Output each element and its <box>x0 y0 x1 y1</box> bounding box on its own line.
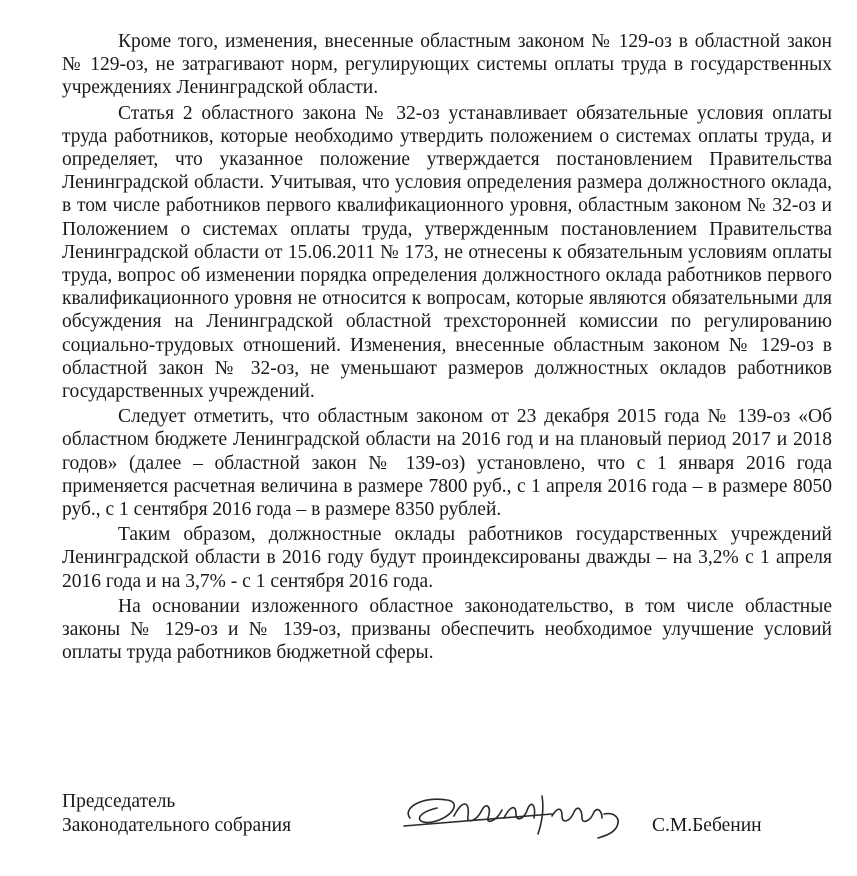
signatory-name: С.М.Бебенин <box>652 815 762 836</box>
paragraph-1: Кроме того, изменения, внесенные областным законом № 129-оз в областной закон № 129-оз, не затрагивают норм, регулирующих системы оплаты труда в государственных учреждениях Ленинградской области. <box>62 31 832 99</box>
signatory-title-line-1: Председатель <box>62 791 176 812</box>
paragraph-3: Следует отметить, что областным законом от 23 декабря 2015 года № 139-оз «Об областном бюджете Ленинградской области на 2016 год и на плановый период 2017 и 2018 годов» (далее – областной закон № 139-оз) установлено, что с 1 января 2016 года применяется расчетная величина в размере 7800 руб., с 1 апреля 2016 года – в размере 8050 руб., с 1 сентября 2016 года – в размере 8350 рублей. <box>62 406 832 521</box>
paragraph-4: Таким образом, должностные оклады работников государственных учреждений Ленинградской области в 2016 году будут проиндексированы дважды – на 3,2% с 1 апреля 2016 года и на 3,7% - с 1 сентября 2016 года. <box>62 524 832 592</box>
paragraph-5: На основании изложенного областное законодательство, в том числе областные законы № 129-оз и № 139-оз, призваны обеспечить необходимое улучшение условий оплаты труда работников бюджетной сферы. <box>62 595 832 664</box>
handwritten-signature <box>392 778 642 848</box>
signatory-title <box>62 790 362 837</box>
signatory-title-line-2: Законодательного собрания <box>62 814 292 836</box>
document-body <box>62 30 832 666</box>
paragraph-2: Статья 2 областного закона № 32-оз устанавливает обязательные условия оплаты труда работников, которые необходимо утвердить положением о системах оплаты труда, и определяет, что указанное положение утверждается постановлением Правительства Ленинградской области. Учитывая, что условия определения размера должностного оклада, в том числе работников первого квалификационного уровня, областным законом № 32-оз и Положением о системах оплаты труда, утвержденным постановлением Правительства Ленинградской области от 15.06.2011 № 173, не отнесены к обязательным условиям оплаты труда, вопрос об изменении порядка определения должностного оклада работников первого квалификационного уровня не относится к вопросам, которые являются обязательными для обсуждения на Ленинградской областной трехсторонней комиссии по регулированию социально-трудовых отношений. Изменения, внесенные областным законом № 129-оз в областной закон № 32-оз, не уменьшают размеров должностных окладов работников государственных учреждений. <box>62 102 832 403</box>
signature-block <box>62 790 832 850</box>
